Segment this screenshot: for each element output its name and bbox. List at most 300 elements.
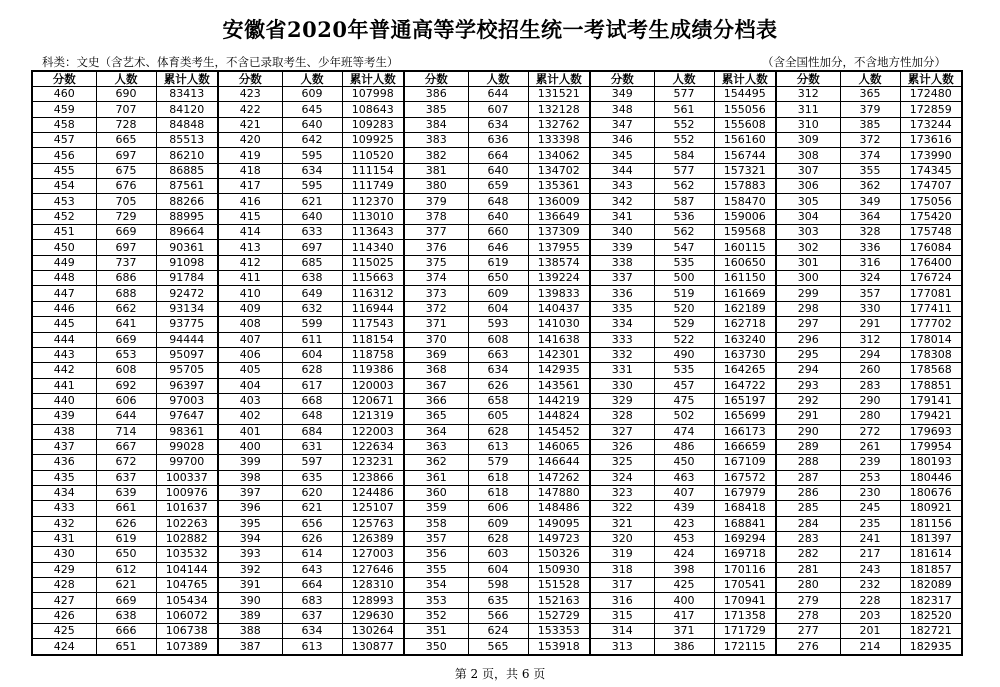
cell-cumulative: 100976: [156, 485, 218, 500]
cell-score: 430: [32, 547, 96, 562]
header-count: 人数: [840, 71, 900, 87]
cell-cumulative: 135361: [528, 179, 590, 194]
cell-count: 312: [840, 332, 900, 347]
cell-cumulative: 107998: [342, 87, 404, 102]
cell-score: 306: [776, 179, 840, 194]
cell-count: 686: [96, 271, 156, 286]
cell-count: 628: [468, 424, 528, 439]
cell-score: 449: [32, 255, 96, 270]
cell-count: 685: [282, 255, 342, 270]
cell-cumulative: 93134: [156, 301, 218, 316]
cell-cumulative: 147262: [528, 470, 590, 485]
cell-count: 584: [654, 148, 714, 163]
cell-score: 395: [218, 516, 282, 531]
cell-cumulative: 136009: [528, 194, 590, 209]
cell-cumulative: 120671: [342, 393, 404, 408]
cell-cumulative: 182317: [900, 593, 962, 608]
cell-cumulative: 123866: [342, 470, 404, 485]
cell-score: 460: [32, 87, 96, 102]
cell-cumulative: 146644: [528, 455, 590, 470]
cell-score: 372: [404, 301, 468, 316]
cell-score: 382: [404, 148, 468, 163]
cell-score: 359: [404, 501, 468, 516]
cell-count: 684: [282, 424, 342, 439]
cell-score: 304: [776, 209, 840, 224]
cell-count: 599: [282, 317, 342, 332]
cell-score: 315: [590, 608, 654, 623]
cell-count: 536: [654, 209, 714, 224]
cell-count: 365: [840, 87, 900, 102]
cell-score: 405: [218, 363, 282, 378]
cell-score: 294: [776, 363, 840, 378]
cell-score: 336: [590, 286, 654, 301]
cell-cumulative: 139224: [528, 271, 590, 286]
cell-cumulative: 155056: [714, 102, 776, 117]
cell-score: 457: [32, 133, 96, 148]
cell-cumulative: 103532: [156, 547, 218, 562]
cell-score: 437: [32, 439, 96, 454]
cell-cumulative: 166659: [714, 439, 776, 454]
cell-cumulative: 166173: [714, 424, 776, 439]
cell-score: 278: [776, 608, 840, 623]
cell-count: 644: [468, 87, 528, 102]
cell-count: 666: [96, 624, 156, 639]
cell-score: 386: [404, 87, 468, 102]
cell-count: 644: [96, 409, 156, 424]
cell-count: 665: [96, 133, 156, 148]
table-row: [32, 271, 962, 286]
header-score: 分数: [32, 71, 96, 87]
cell-score: 323: [590, 485, 654, 500]
cell-count: 628: [468, 531, 528, 546]
cell-score: 301: [776, 255, 840, 270]
cell-count: 280: [840, 409, 900, 424]
cell-score: 299: [776, 286, 840, 301]
cell-cumulative: 143561: [528, 378, 590, 393]
cell-cumulative: 133398: [528, 133, 590, 148]
cell-score: 439: [32, 409, 96, 424]
cell-cumulative: 97003: [156, 393, 218, 408]
cell-cumulative: 148486: [528, 501, 590, 516]
cell-cumulative: 149095: [528, 516, 590, 531]
cell-score: 368: [404, 363, 468, 378]
page-title: 安徽省2020年普通高等学校招生统一考试考生成绩分档表: [222, 17, 778, 42]
cell-score: 398: [218, 470, 282, 485]
cell-count: 646: [468, 240, 528, 255]
cell-cumulative: 181397: [900, 531, 962, 546]
cell-cumulative: 107389: [156, 639, 218, 655]
cell-score: 332: [590, 347, 654, 362]
header-cumulative: 累计人数: [900, 71, 962, 87]
cell-cumulative: 86210: [156, 148, 218, 163]
cell-count: 667: [96, 439, 156, 454]
cell-cumulative: 118758: [342, 347, 404, 362]
cell-cumulative: 125763: [342, 516, 404, 531]
cell-score: 280: [776, 578, 840, 593]
cell-score: 392: [218, 562, 282, 577]
cell-cumulative: 173990: [900, 148, 962, 163]
cell-score: 436: [32, 455, 96, 470]
cell-cumulative: 87561: [156, 179, 218, 194]
cell-count: 609: [282, 87, 342, 102]
cell-count: 697: [96, 240, 156, 255]
cell-cumulative: 152163: [528, 593, 590, 608]
cell-score: 370: [404, 332, 468, 347]
cell-score: 411: [218, 271, 282, 286]
cell-count: 272: [840, 424, 900, 439]
cell-count: 330: [840, 301, 900, 316]
cell-count: 631: [282, 439, 342, 454]
cell-count: 612: [96, 562, 156, 577]
cell-cumulative: 99700: [156, 455, 218, 470]
cell-count: 475: [654, 393, 714, 408]
cell-cumulative: 142301: [528, 347, 590, 362]
cell-count: 457: [654, 378, 714, 393]
cell-cumulative: 97647: [156, 409, 218, 424]
cell-cumulative: 134702: [528, 163, 590, 178]
cell-cumulative: 93775: [156, 317, 218, 332]
cell-score: 417: [218, 179, 282, 194]
cell-count: 606: [96, 393, 156, 408]
cell-score: 286: [776, 485, 840, 500]
cell-cumulative: 152729: [528, 608, 590, 623]
cell-count: 239: [840, 455, 900, 470]
cell-score: 400: [218, 439, 282, 454]
cell-score: 290: [776, 424, 840, 439]
cell-count: 230: [840, 485, 900, 500]
cell-count: 294: [840, 347, 900, 362]
header-cumulative: 累计人数: [342, 71, 404, 87]
cell-cumulative: 127003: [342, 547, 404, 562]
cell-score: 302: [776, 240, 840, 255]
cell-cumulative: 96397: [156, 378, 218, 393]
cell-score: 375: [404, 255, 468, 270]
cell-cumulative: 121319: [342, 409, 404, 424]
cell-count: 502: [654, 409, 714, 424]
cell-score: 360: [404, 485, 468, 500]
cell-score: 379: [404, 194, 468, 209]
cell-score: 337: [590, 271, 654, 286]
cell-score: 296: [776, 332, 840, 347]
cell-count: 707: [96, 102, 156, 117]
cell-cumulative: 94444: [156, 332, 218, 347]
table-row: [32, 516, 962, 531]
cell-count: 355: [840, 163, 900, 178]
cell-cumulative: 154495: [714, 87, 776, 102]
cell-score: 413: [218, 240, 282, 255]
cell-count: 618: [468, 470, 528, 485]
cell-cumulative: 176084: [900, 240, 962, 255]
cell-score: 343: [590, 179, 654, 194]
cell-count: 619: [468, 255, 528, 270]
cell-score: 440: [32, 393, 96, 408]
cell-cumulative: 116312: [342, 286, 404, 301]
cell-cumulative: 113010: [342, 209, 404, 224]
cell-cumulative: 144824: [528, 409, 590, 424]
cell-count: 439: [654, 501, 714, 516]
cell-count: 595: [282, 179, 342, 194]
table-row: [32, 133, 962, 148]
table-row: [32, 225, 962, 240]
cell-score: 307: [776, 163, 840, 178]
cell-cumulative: 138574: [528, 255, 590, 270]
table-row: [32, 286, 962, 301]
cell-count: 423: [654, 516, 714, 531]
cell-cumulative: 142935: [528, 363, 590, 378]
cell-cumulative: 127646: [342, 562, 404, 577]
table-row: [32, 87, 962, 102]
table-row: [32, 501, 962, 516]
cell-score: 363: [404, 439, 468, 454]
cell-cumulative: 178014: [900, 332, 962, 347]
cell-count: 662: [96, 301, 156, 316]
cell-count: 669: [96, 593, 156, 608]
cell-cumulative: 170541: [714, 578, 776, 593]
cell-count: 656: [282, 516, 342, 531]
cell-cumulative: 182721: [900, 624, 962, 639]
table-row: [32, 179, 962, 194]
cell-cumulative: 167109: [714, 455, 776, 470]
cell-cumulative: 85513: [156, 133, 218, 148]
cell-count: 522: [654, 332, 714, 347]
cell-score: 435: [32, 470, 96, 485]
cell-count: 626: [468, 378, 528, 393]
cell-score: 348: [590, 102, 654, 117]
cell-cumulative: 139833: [528, 286, 590, 301]
cell-count: 474: [654, 424, 714, 439]
cell-score: 342: [590, 194, 654, 209]
cell-cumulative: 173244: [900, 117, 962, 132]
cell-score: 285: [776, 501, 840, 516]
cell-count: 645: [282, 102, 342, 117]
cell-score: 383: [404, 133, 468, 148]
cell-score: 365: [404, 409, 468, 424]
cell-score: 396: [218, 501, 282, 516]
cell-count: 379: [840, 102, 900, 117]
category-note: 科类：文史（含艺术、体育类考生，不含已录取考生、少年班等考生）: [42, 55, 399, 69]
cell-cumulative: 88266: [156, 194, 218, 209]
cell-count: 632: [282, 301, 342, 316]
cell-score: 451: [32, 225, 96, 240]
cell-score: 391: [218, 578, 282, 593]
table-row: [32, 347, 962, 362]
cell-count: 608: [468, 332, 528, 347]
cell-score: 434: [32, 485, 96, 500]
cell-count: 613: [468, 439, 528, 454]
cell-score: 322: [590, 501, 654, 516]
cell-count: 737: [96, 255, 156, 270]
cell-count: 697: [282, 240, 342, 255]
cell-cumulative: 160650: [714, 255, 776, 270]
page-number: 第 2 页，共 6 页: [454, 667, 546, 681]
cell-cumulative: 111749: [342, 179, 404, 194]
cell-count: 604: [468, 301, 528, 316]
cell-cumulative: 99028: [156, 439, 218, 454]
cell-score: 373: [404, 286, 468, 301]
cell-score: 283: [776, 531, 840, 546]
cell-cumulative: 163240: [714, 332, 776, 347]
cell-cumulative: 104144: [156, 562, 218, 577]
cell-count: 374: [840, 148, 900, 163]
cell-count: 603: [468, 547, 528, 562]
cell-cumulative: 95705: [156, 363, 218, 378]
cell-score: 287: [776, 470, 840, 485]
cell-count: 597: [282, 455, 342, 470]
table-row: [32, 485, 962, 500]
cell-score: 309: [776, 133, 840, 148]
cell-count: 604: [282, 347, 342, 362]
cell-count: 463: [654, 470, 714, 485]
cell-score: 293: [776, 378, 840, 393]
table-row: [32, 439, 962, 454]
cell-score: 277: [776, 624, 840, 639]
cell-cumulative: 115663: [342, 271, 404, 286]
cell-score: 401: [218, 424, 282, 439]
cell-count: 520: [654, 301, 714, 316]
cell-count: 635: [282, 470, 342, 485]
cell-score: 366: [404, 393, 468, 408]
cell-score: 324: [590, 470, 654, 485]
cell-count: 624: [468, 624, 528, 639]
cell-count: 552: [654, 117, 714, 132]
cell-cumulative: 175748: [900, 225, 962, 240]
cell-score: 376: [404, 240, 468, 255]
cell-score: 428: [32, 578, 96, 593]
cell-count: 675: [96, 163, 156, 178]
cell-score: 338: [590, 255, 654, 270]
cell-score: 459: [32, 102, 96, 117]
cell-score: 425: [32, 624, 96, 639]
cell-cumulative: 179954: [900, 439, 962, 454]
cell-cumulative: 102263: [156, 516, 218, 531]
cell-cumulative: 180446: [900, 470, 962, 485]
cell-count: 664: [468, 148, 528, 163]
bonus-note: （含全国性加分，不含地方性加分）: [762, 55, 946, 69]
cell-score: 443: [32, 347, 96, 362]
cell-count: 617: [282, 378, 342, 393]
cell-score: 347: [590, 117, 654, 132]
cell-score: 326: [590, 439, 654, 454]
cell-count: 228: [840, 593, 900, 608]
cell-score: 402: [218, 409, 282, 424]
cell-cumulative: 162189: [714, 301, 776, 316]
cell-cumulative: 155608: [714, 117, 776, 132]
cell-count: 577: [654, 163, 714, 178]
cell-count: 690: [96, 87, 156, 102]
cell-cumulative: 168418: [714, 501, 776, 516]
cell-cumulative: 174707: [900, 179, 962, 194]
cell-cumulative: 169718: [714, 547, 776, 562]
cell-cumulative: 167572: [714, 470, 776, 485]
cell-cumulative: 163730: [714, 347, 776, 362]
cell-score: 397: [218, 485, 282, 500]
header-cumulative: 累计人数: [528, 71, 590, 87]
cell-cumulative: 169294: [714, 531, 776, 546]
cell-count: 606: [468, 501, 528, 516]
cell-count: 676: [96, 179, 156, 194]
cell-score: 452: [32, 209, 96, 224]
cell-cumulative: 95097: [156, 347, 218, 362]
table-row: [32, 209, 962, 224]
cell-cumulative: 137309: [528, 225, 590, 240]
cell-score: 447: [32, 286, 96, 301]
cell-cumulative: 180676: [900, 485, 962, 500]
cell-score: 412: [218, 255, 282, 270]
cell-cumulative: 161669: [714, 286, 776, 301]
cell-count: 261: [840, 439, 900, 454]
cell-cumulative: 165197: [714, 393, 776, 408]
cell-cumulative: 146065: [528, 439, 590, 454]
cell-cumulative: 144219: [528, 393, 590, 408]
cell-cumulative: 150930: [528, 562, 590, 577]
cell-cumulative: 132128: [528, 102, 590, 117]
cell-cumulative: 177081: [900, 286, 962, 301]
table-row: [32, 409, 962, 424]
cell-score: 438: [32, 424, 96, 439]
cell-cumulative: 178308: [900, 347, 962, 362]
cell-count: 243: [840, 562, 900, 577]
table-row: [32, 470, 962, 485]
cell-count: 609: [468, 516, 528, 531]
cell-count: 608: [96, 363, 156, 378]
cell-score: 445: [32, 317, 96, 332]
table-header-row: [32, 71, 962, 87]
cell-score: 414: [218, 225, 282, 240]
cell-score: 388: [218, 624, 282, 639]
cell-score: 319: [590, 547, 654, 562]
cell-score: 321: [590, 516, 654, 531]
cell-cumulative: 106072: [156, 608, 218, 623]
cell-score: 329: [590, 393, 654, 408]
cell-cumulative: 115025: [342, 255, 404, 270]
cell-cumulative: 177702: [900, 317, 962, 332]
cell-cumulative: 136649: [528, 209, 590, 224]
cell-score: 325: [590, 455, 654, 470]
cell-cumulative: 161150: [714, 271, 776, 286]
cell-count: 245: [840, 501, 900, 516]
cell-cumulative: 110520: [342, 148, 404, 163]
cell-cumulative: 140437: [528, 301, 590, 316]
cell-score: 318: [590, 562, 654, 577]
cell-score: 378: [404, 209, 468, 224]
header-count: 人数: [282, 71, 342, 87]
cell-cumulative: 156744: [714, 148, 776, 163]
cell-count: 535: [654, 363, 714, 378]
cell-score: 279: [776, 593, 840, 608]
cell-cumulative: 164722: [714, 378, 776, 393]
cell-score: 431: [32, 531, 96, 546]
cell-count: 357: [840, 286, 900, 301]
cell-score: 310: [776, 117, 840, 132]
cell-count: 634: [282, 163, 342, 178]
cell-count: 283: [840, 378, 900, 393]
cell-count: 424: [654, 547, 714, 562]
table-row: [32, 102, 962, 117]
cell-count: 729: [96, 209, 156, 224]
cell-count: 669: [96, 332, 156, 347]
cell-count: 636: [468, 133, 528, 148]
cell-score: 356: [404, 547, 468, 562]
cell-cumulative: 134062: [528, 148, 590, 163]
cell-count: 621: [282, 194, 342, 209]
cell-count: 598: [468, 578, 528, 593]
header-score: 分数: [776, 71, 840, 87]
cell-cumulative: 181614: [900, 547, 962, 562]
cell-cumulative: 92472: [156, 286, 218, 301]
cell-count: 672: [96, 455, 156, 470]
cell-cumulative: 173616: [900, 133, 962, 148]
cell-count: 605: [468, 409, 528, 424]
